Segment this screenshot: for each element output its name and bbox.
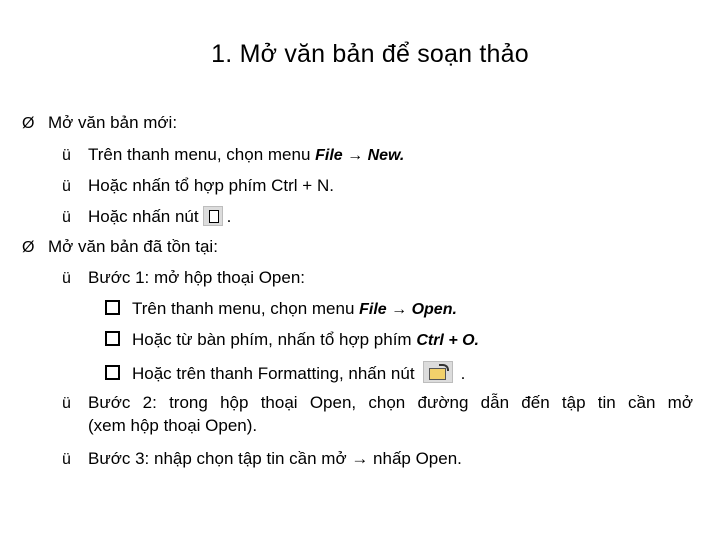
sub-item-text: Hoặc trên thanh Formatting, nhấn nút [132,364,415,383]
sub-item-text: Hoặc từ bàn phím, nhấn tổ hợp phím [132,330,417,349]
list-item [62,144,404,167]
step-text: Bước 3: nhập chọn tập tin cần mở → nhấp Open. [88,449,462,468]
square-bullet [105,331,120,346]
check-bullet: ü [62,270,71,287]
sub-list-item [105,329,479,352]
step-text: Bước 1: mở hộp thoại Open: [88,268,306,287]
list-item [62,267,305,290]
new-document-icon [203,206,223,226]
check-bullet: ü [62,147,71,164]
item-text: Trên thanh menu, chọn menu [88,145,316,164]
menu-path: File → Open. [359,301,457,318]
check-bullet: ü [62,209,71,226]
item-text: Hoặc nhấn tổ hợp phím Ctrl + N. [88,176,334,195]
sub-list-item [105,361,465,385]
check-bullet: ü [62,178,71,195]
step-continuation: (xem hộp thoại Open). [88,416,258,435]
section-open-heading [22,236,218,259]
item-suffix: . [226,207,232,226]
menu-path: File → New. [315,147,405,164]
arrow-bullet: Ø [22,239,35,256]
shortcut: Ctrl + O. [416,332,479,349]
section-open-heading-text: Mở văn bản đã tồn tại: [48,237,218,256]
check-bullet: ü [62,395,71,412]
square-bullet [105,300,120,315]
sub-item-suffix: . [460,364,466,383]
sub-list-item [105,298,457,321]
section-new-heading-text: Mở văn bản mới: [48,113,178,132]
section-new-heading [22,112,177,135]
item-text: Hoặc nhấn nút [88,207,199,226]
list-item [62,392,693,415]
slide-title: 1. Mở văn bản để soạn thảo [211,40,529,68]
check-bullet: ü [62,451,71,468]
step-text: Bước 2: trong hộp thoại Open, chọn đường dẫn đến tập tin cần mở [88,393,693,412]
arrow-bullet: Ø [22,115,35,132]
list-item [62,448,462,471]
list-item [62,175,334,198]
list-item [62,206,231,229]
sub-item-text: Trên thanh menu, chọn menu [132,299,360,318]
open-folder-icon [423,361,453,383]
square-bullet [105,365,120,380]
